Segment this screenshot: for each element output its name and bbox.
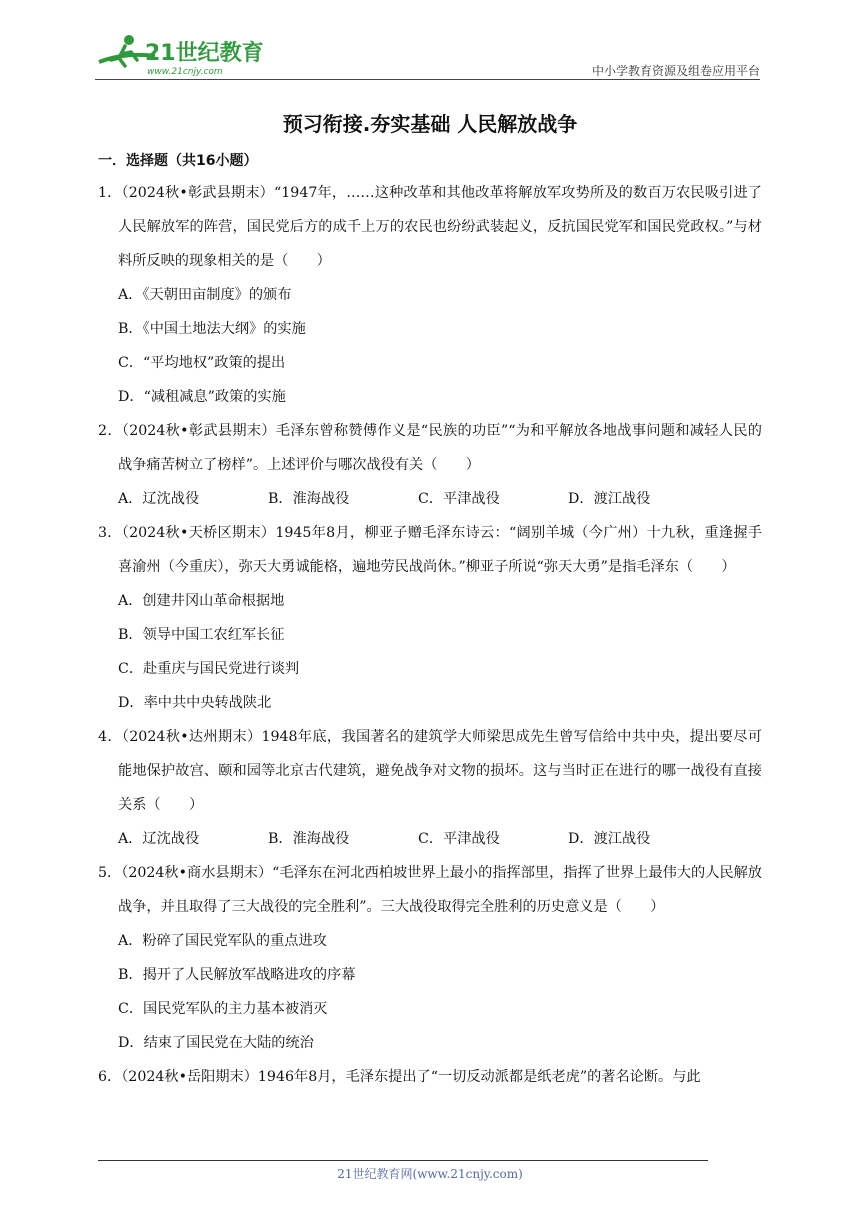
option: B．揭开了人民解放军战略进攻的序幕 <box>118 967 356 983</box>
option: C．平津战役 <box>418 831 500 847</box>
question-list <box>98 176 762 1094</box>
option: D．渡江战役 <box>568 831 651 847</box>
question-item <box>98 856 762 1060</box>
option: C．国民党军队的主力基本被消灭 <box>118 1001 328 1017</box>
question-stem: 4．（2024秋•达州期末）1948年底，我国著名的建筑学大师梁思成先生曾写信给中共中央，提出要尽可能地保护故宫、颐和园等北京古代建筑，避免战争对文物的损坏。这与当时正在进行的哪一战役有直接关系（ ） <box>98 729 762 813</box>
page-header <box>95 32 760 80</box>
option: B．淮海战役 <box>268 831 350 847</box>
option: A．创建井冈山革命根据地 <box>118 593 285 609</box>
option-row <box>98 482 762 516</box>
section-heading: 一．选择题（共16小题） <box>98 153 258 169</box>
option: A．辽沈战役 <box>118 831 200 847</box>
option: D．结束了国民党在大陆的统治 <box>118 1035 314 1051</box>
question-item <box>98 176 762 414</box>
option-row <box>98 822 762 856</box>
question-item <box>98 516 762 720</box>
question-stem: 3．（2024秋•天桥区期末）1945年8月，柳亚子赠毛泽东诗云：“阔别羊城（今广州）十九秋，重逢握手喜渝州（今重庆），弥天大勇诚能格，遍地劳民战尚休。”柳亚子所说“弥天大勇”是指毛泽东（ ） <box>98 525 762 575</box>
option: A．《天朝田亩制度》的颁布 <box>118 287 292 303</box>
question-stem: 1．（2024秋•彰武县期末）“1947年，……这种改革和其他改革将解放军攻势所及的数百万农民吸引进了人民解放军的阵营，国民党后方的成千上万的农民也纷纷武装起义，反抗国民党军和国民党政权。”与材料所反映的现象相关的是（ ） <box>98 185 762 269</box>
header-platform-text: 中小学教育资源及组卷应用平台 <box>591 64 760 78</box>
option: D．“减租减息”政策的实施 <box>118 389 286 405</box>
option: B．领导中国工农红军长征 <box>118 627 285 643</box>
footer-text: 21世纪教育网(www.21cnjy.com) <box>337 1167 523 1181</box>
option: A．辽沈战役 <box>118 491 200 507</box>
question-item <box>98 414 762 516</box>
header-divider <box>95 79 760 80</box>
question-item <box>98 1060 762 1094</box>
option: C．“平均地权”政策的提出 <box>118 355 286 371</box>
option: C．赴重庆与国民党进行谈判 <box>118 661 300 677</box>
question-stem: 2．（2024秋•彰武县期末）毛泽东曾称赞傅作义是“民族的功臣”“为和平解放各地战事问题和减轻人民的战争痛苦树立了榜样”。上述评价与哪次战役有关（ ） <box>98 423 762 473</box>
page-title: 预习衔接.夯实基础 人民解放战争 <box>282 112 578 136</box>
option: A．粉碎了国民党军队的重点进攻 <box>118 933 327 949</box>
svg-text:www.21cnjy.com: www.21cnjy.com <box>147 67 223 77</box>
question-stem: 5．（2024秋•商水县期末）“毛泽东在河北西柏坡世界上最小的指挥部里，指挥了世界上最伟大的人民解放战争，并且取得了三大战役的完全胜利”。三大战役取得完全胜利的历史意义是（ ） <box>98 865 762 915</box>
option: B．淮海战役 <box>268 491 350 507</box>
question-item <box>98 720 762 856</box>
option: D．渡江战役 <box>568 491 651 507</box>
option: C．平津战役 <box>418 491 500 507</box>
footer-divider <box>98 1160 708 1161</box>
option: B．《中国土地法大纲》的实施 <box>118 321 306 337</box>
question-stem: 6．（2024秋•岳阳期末）1946年8月，毛泽东提出了“一切反动派都是纸老虎”的著名论断。与此 <box>98 1069 701 1085</box>
option: D．率中共中央转战陕北 <box>118 695 272 711</box>
logo-icon <box>95 32 265 78</box>
svg-text:21世纪教育: 21世纪教育 <box>145 41 264 66</box>
